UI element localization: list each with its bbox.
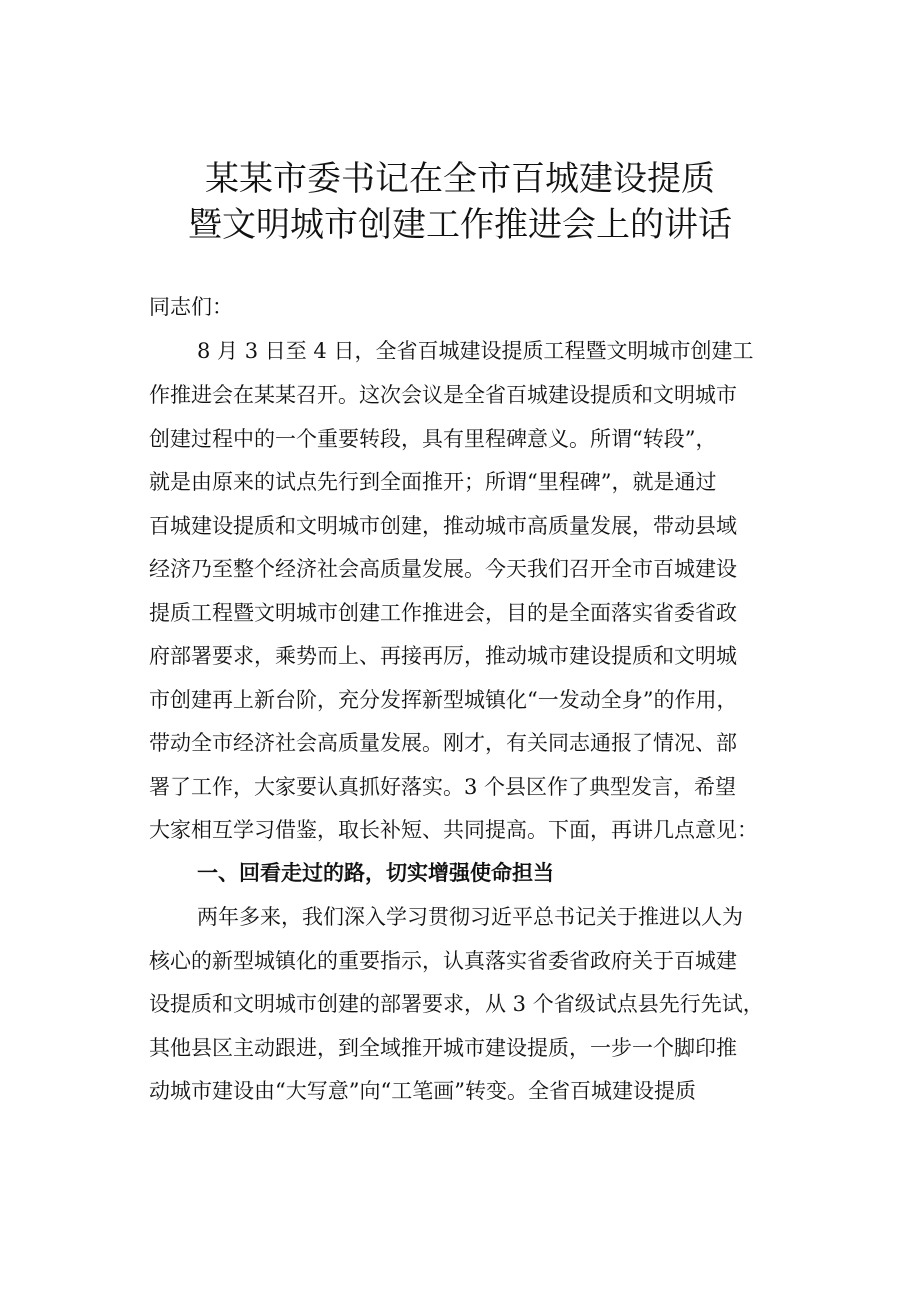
paragraph-line: 府部署要求，乘势而上、再接再厉，推动城市建设提质和文明城 xyxy=(149,644,737,668)
paragraph-line: 核心的新型城镇化的重要指示，认真落实省委省政府关于百城建 xyxy=(149,949,737,973)
section-heading-1: 一、回看走过的路，切实增强使命担当 xyxy=(197,861,554,885)
paragraph-line: 带动全市经济社会高质量发展。刚才，有关同志通报了情况、部 xyxy=(149,731,737,755)
document-title-line-1: 某某市委书记在全市百城建设提质 xyxy=(205,159,715,199)
paragraph-line: 市创建再上新台阶，充分发挥新型城镇化“一发动全身”的作用， xyxy=(149,688,738,712)
paragraph-line: 经济乃至整个经济社会高质量发展。今天我们召开全市百城建设 xyxy=(149,557,737,581)
paragraph-line: 作推进会在某某召开。这次会议是全省百城建设提质和文明城市 xyxy=(149,383,737,407)
salutation: 同志们： xyxy=(149,295,233,319)
document-title-line-2: 暨文明城市创建工作推进会上的讲话 xyxy=(188,205,732,245)
paragraph-line: 提质工程暨文明城市创建工作推进会，目的是全面落实省委省政 xyxy=(149,601,737,625)
paragraph-line: 大家相互学习借鉴，取长补短、共同提高。下面，再讲几点意见： xyxy=(149,818,758,842)
paragraph-line: 百城建设提质和文明城市创建，推动城市高质量发展，带动县域 xyxy=(149,514,737,538)
paragraph-line: 创建过程中的一个重要转段，具有里程碑意义。所谓“转段”， xyxy=(149,427,717,451)
paragraph-line: 其他县区主动跟进，到全域推开城市建设提质，一步一个脚印推 xyxy=(149,1036,737,1060)
paragraph-line: 就是由原来的试点先行到全面推开；所谓“里程碑”，就是通过 xyxy=(149,470,717,494)
paragraph-line: 动城市建设由“大写意”向“工笔画”转变。全省百城建设提质 xyxy=(149,1079,696,1103)
paragraph-line: 署了工作，大家要认真抓好落实。3 个县区作了典型发言，希望 xyxy=(149,775,737,799)
paragraph-line: 两年多来，我们深入学习贯彻习近平总书记关于推进以人为 xyxy=(197,905,743,929)
paragraph-line: 8 月 3 日至 4 日，全省百城建设提质工程暨文明城市创建工 xyxy=(197,339,754,363)
paragraph-line: 设提质和文明城市创建的部署要求，从 3 个省级试点县先行先试， xyxy=(149,992,764,1016)
